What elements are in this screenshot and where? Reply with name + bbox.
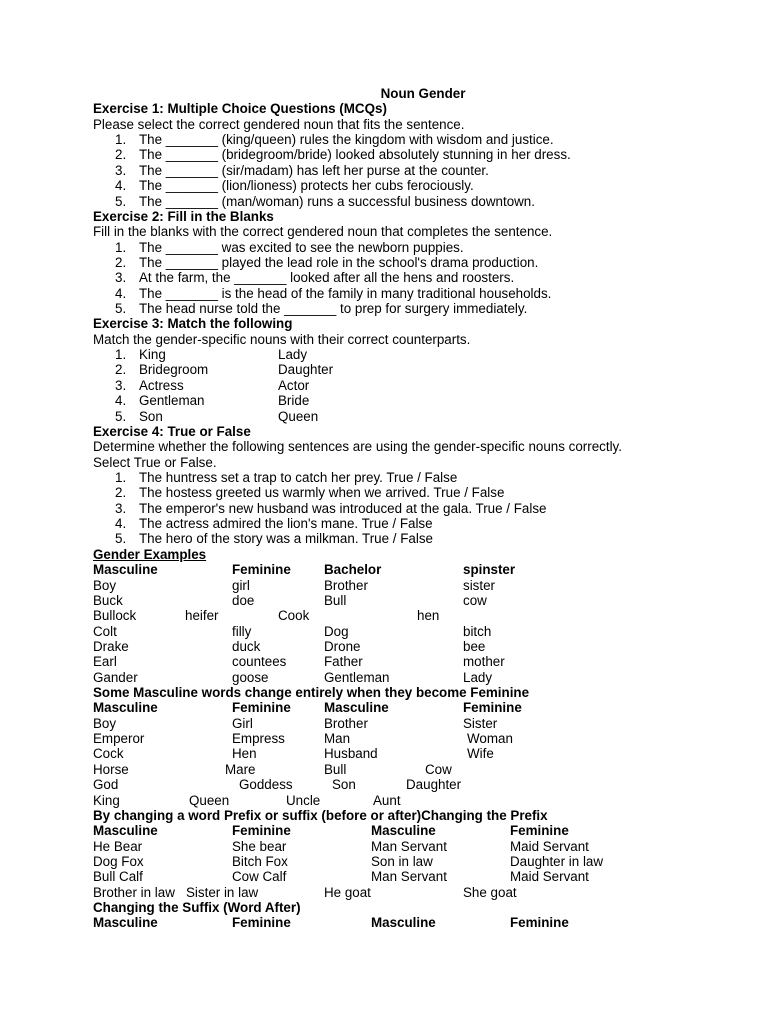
list-number: 3. — [115, 270, 127, 286]
table-row — [93, 731, 753, 746]
list-text: The _______ was excited to see the newborn puppies. — [139, 239, 464, 255]
table-cell: Cow Calf — [232, 869, 287, 885]
exercise-4-instruction-cont: Select True or False. — [93, 454, 217, 470]
table-cell: Dog — [324, 623, 349, 639]
table-cell: Bull — [324, 761, 347, 777]
table-row — [93, 624, 753, 639]
table-cell: Bull Calf — [93, 869, 143, 885]
list-text: The head nurse told the _______ to prep for surgery immediately. — [139, 301, 528, 317]
table-row — [93, 746, 753, 761]
exercise-1-heading: Exercise 1: Multiple Choice Questions (MCQs) — [93, 101, 387, 117]
list-text: At the farm, the _______ looked after all the hens and roosters. — [139, 270, 515, 286]
table-cell: bee — [463, 638, 486, 654]
exercise-3-instruction: Match the gender-specific nouns with their correct counterparts. — [93, 331, 471, 347]
list-number: 4. — [115, 516, 127, 532]
match-left: Son — [139, 408, 163, 424]
match-left: Bridegroom — [139, 362, 209, 378]
list-item — [93, 270, 753, 285]
list-item — [93, 147, 753, 162]
table-header-cell: Bachelor — [324, 562, 382, 578]
table-row — [93, 593, 753, 608]
exercise-3-heading: Exercise 3: Match the following — [93, 316, 293, 332]
list-text: The _______ (sir/madam) has left her purse at the counter. — [139, 162, 489, 178]
table-header-cell: Feminine — [232, 700, 291, 716]
table-cell: Man Servant — [371, 838, 447, 854]
list-text: The hero of the story was a milkman. True / False — [139, 531, 433, 547]
list-number: 2. — [115, 254, 127, 270]
table-cell: countees — [232, 654, 287, 670]
table-cell: Emperor — [93, 731, 145, 747]
table-row — [93, 839, 753, 854]
table-header-cell: Feminine — [232, 823, 291, 839]
table-header-row — [93, 700, 753, 715]
table-cell: Cow — [425, 761, 452, 777]
match-right: Actor — [278, 377, 310, 393]
list-number: 3. — [115, 500, 127, 516]
table-cell: Son in law — [371, 853, 433, 869]
table-row — [93, 639, 753, 654]
table-cell: bitch — [463, 623, 492, 639]
list-number: 2. — [115, 147, 127, 163]
table-row — [93, 654, 753, 669]
list-number: 5. — [115, 531, 127, 547]
match-item — [93, 378, 753, 393]
table-cell: doe — [232, 592, 255, 608]
list-number: 1. — [115, 239, 127, 255]
list-text: The _______ (man/woman) runs a successful business downtown. — [139, 193, 535, 209]
table-cell: Horse — [93, 761, 129, 777]
table-cell: Boy — [93, 577, 117, 593]
table-header-cell: Feminine — [510, 915, 569, 931]
table-header-row — [93, 915, 753, 930]
table-row — [93, 885, 753, 900]
table-row — [93, 777, 753, 792]
table-cell: Drake — [93, 638, 129, 654]
match-item — [93, 362, 753, 377]
list-text: The _______ played the lead role in the school's drama production. — [139, 254, 539, 270]
table-header-cell: Masculine — [93, 915, 158, 931]
gender-examples-heading: Gender Examples — [93, 546, 207, 562]
table-cell: sister — [463, 577, 495, 593]
list-item — [93, 301, 753, 316]
table-row — [93, 716, 753, 731]
table-cell: Sister — [463, 715, 498, 731]
table-cell: Aunt — [373, 792, 401, 808]
exercise-2-instruction: Fill in the blanks with the correct gendered noun that completes the sentence. — [93, 224, 553, 240]
table-cell: Colt — [93, 623, 117, 639]
list-item — [93, 286, 753, 301]
table-cell: Daughter in law — [510, 853, 604, 869]
table-header-row — [93, 823, 753, 838]
table-cell: God — [93, 777, 119, 793]
list-item — [93, 132, 753, 147]
table-cell: Earl — [93, 654, 117, 670]
list-item — [93, 194, 753, 209]
list-item — [93, 501, 753, 516]
table-cell: Brother — [324, 715, 368, 731]
table-header-cell: Masculine — [371, 915, 436, 931]
table-cell: She goat — [463, 884, 517, 900]
table-header-cell: Masculine — [93, 700, 158, 716]
table-cell: Man — [324, 731, 351, 747]
list-number: 2. — [115, 362, 127, 378]
table-cell: Queen — [189, 792, 230, 808]
table-cell: Gander — [93, 669, 138, 685]
table-header-cell: Feminine — [463, 700, 522, 716]
table-cell: Son — [332, 777, 356, 793]
table-row — [93, 793, 753, 808]
suffix-heading: Changing the Suffix (Word After) — [93, 900, 301, 916]
table-cell: Drone — [324, 638, 361, 654]
list-item — [93, 470, 753, 485]
table-cell: Father — [324, 654, 363, 670]
table-cell: Mare — [225, 761, 256, 777]
table-row — [93, 854, 753, 869]
match-right: Daughter — [278, 362, 334, 378]
table-cell: Brother — [324, 577, 368, 593]
list-number: 1. — [115, 132, 127, 148]
list-number: 4. — [115, 285, 127, 301]
table-cell: Daughter — [406, 777, 462, 793]
exercise-4-heading: Exercise 4: True or False — [93, 423, 251, 439]
list-number: 5. — [115, 193, 127, 209]
list-text: The huntress set a trap to catch her prey. True / False — [139, 469, 458, 485]
list-text: The actress admired the lion's mane. True / False — [139, 516, 433, 532]
list-number: 4. — [115, 178, 127, 194]
table-row — [93, 869, 753, 884]
match-item — [93, 393, 753, 408]
exercise-1-instruction: Please select the correct gendered noun that fits the sentence. — [93, 116, 465, 132]
table-cell: Girl — [232, 715, 253, 731]
match-item — [93, 347, 753, 362]
list-item — [93, 240, 753, 255]
table-cell: Man Servant — [371, 869, 447, 885]
table-header-cell: Feminine — [232, 915, 291, 931]
table-row — [93, 670, 753, 685]
list-item — [93, 516, 753, 531]
table-cell: Gentleman — [324, 669, 390, 685]
list-text: The hostess greeted us warmly when we arrived. True / False — [139, 485, 505, 501]
table-cell: duck — [232, 638, 261, 654]
table-header-cell: Masculine — [371, 823, 436, 839]
table-cell: Uncle — [286, 792, 321, 808]
table-row — [93, 762, 753, 777]
table-cell: Husband — [324, 746, 378, 762]
table-cell: He goat — [324, 884, 371, 900]
table-cell: Dog Fox — [93, 853, 144, 869]
list-text: The _______ (lion/lioness) protects her cubs ferociously. — [139, 178, 474, 194]
table-cell: filly — [232, 623, 252, 639]
table-cell: hen — [417, 608, 440, 624]
table-header-cell: Masculine — [324, 700, 389, 716]
list-text: The _______ is the head of the family in many traditional households. — [139, 285, 552, 301]
table-header-cell: Masculine — [93, 562, 158, 578]
table-header-cell: Feminine — [232, 562, 291, 578]
table-cell: heifer — [185, 608, 219, 624]
table-header-cell: Masculine — [93, 823, 158, 839]
exercise-2-heading: Exercise 2: Fill in the Blanks — [93, 208, 274, 224]
list-text: The _______ (bridegroom/bride) looked absolutely stunning in her dress. — [139, 147, 571, 163]
table-cell: King — [93, 792, 120, 808]
table-cell: Sister in law — [186, 884, 259, 900]
table-cell: girl — [232, 577, 250, 593]
list-text: The _______ (king/queen) rules the kingdom with wisdom and justice. — [139, 132, 554, 148]
match-left: Actress — [139, 377, 184, 393]
table-cell: He Bear — [93, 838, 143, 854]
table-row — [93, 608, 753, 623]
table-cell: Cook — [278, 608, 310, 624]
table-cell: Hen — [232, 746, 257, 762]
document-page — [93, 86, 753, 931]
table-cell: Buck — [93, 592, 123, 608]
table-cell: Empress — [232, 731, 285, 747]
table-cell: Goddess — [239, 777, 293, 793]
table-cell: mother — [463, 654, 505, 670]
list-number: 3. — [115, 377, 127, 393]
match-right: Lady — [278, 347, 308, 363]
table-row — [93, 578, 753, 593]
list-item — [93, 163, 753, 178]
exercise-4-instruction: Determine whether the following sentences are using the gender-specific nouns correctly. — [93, 439, 622, 455]
table-cell: Boy — [93, 715, 117, 731]
table-cell: Bitch Fox — [232, 853, 288, 869]
table-cell: Cock — [93, 746, 124, 762]
list-item — [93, 485, 753, 500]
table-cell: Bullock — [93, 608, 137, 624]
table-cell: Brother in law — [93, 884, 175, 900]
table-header-row — [93, 562, 753, 577]
table-cell: She bear — [232, 838, 287, 854]
table-cell: Bull — [324, 592, 347, 608]
list-item — [93, 255, 753, 270]
prefix-heading: By changing a word Prefix or suffix (before or after)Changing the Prefix — [93, 807, 548, 823]
list-text: The emperor's new husband was introduced at the gala. True / False — [139, 500, 547, 516]
list-number: 1. — [115, 347, 127, 363]
table-cell: Maid Servant — [510, 869, 589, 885]
page-title: Noun Gender — [380, 86, 466, 101]
list-item — [93, 531, 753, 546]
match-right: Bride — [278, 393, 310, 409]
list-item — [93, 178, 753, 193]
list-number: 4. — [115, 393, 127, 409]
table-header-cell: spinster — [463, 562, 516, 578]
list-number: 1. — [115, 469, 127, 485]
entire-change-heading: Some Masculine words change entirely when they become Feminine — [93, 685, 530, 701]
table-cell: Lady — [463, 669, 493, 685]
match-left: Gentleman — [139, 393, 205, 409]
match-item — [93, 409, 753, 424]
table-cell: Wife — [467, 746, 494, 762]
list-number: 5. — [115, 301, 127, 317]
table-cell: cow — [463, 592, 487, 608]
list-number: 2. — [115, 485, 127, 501]
list-number: 3. — [115, 162, 127, 178]
table-header-cell: Feminine — [510, 823, 569, 839]
list-number: 5. — [115, 408, 127, 424]
table-cell: Woman — [467, 731, 513, 747]
table-cell: Maid Servant — [510, 838, 589, 854]
match-left: King — [139, 347, 166, 363]
match-right: Queen — [278, 408, 319, 424]
table-cell: goose — [232, 669, 269, 685]
